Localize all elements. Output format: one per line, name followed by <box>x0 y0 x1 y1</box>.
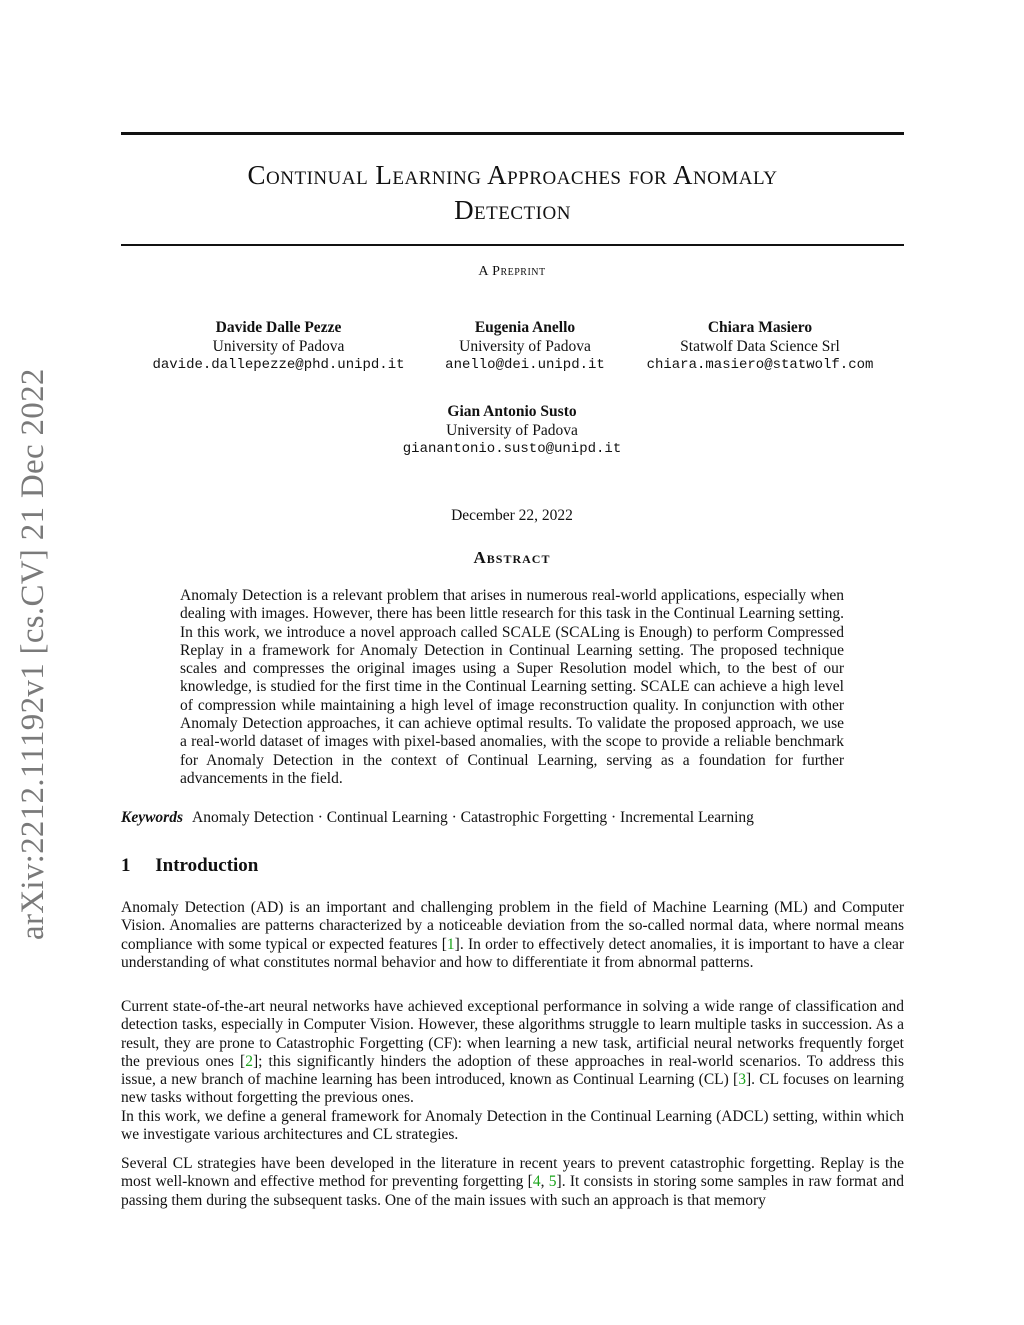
title-rule-top <box>121 132 904 135</box>
paragraph-3: In this work, we define a general framework for Anomaly Detection in the Continual Learning (ADCL) setting, within which we investigate various architectures and CL strategies. <box>121 1108 904 1144</box>
paragraph-text: Anomaly Detection (AD) is an important and challenging problem in the field of Machine Learning (ML) and Computer Vision. Anomalies are patterns characterized by a noticeable deviation from the so-called normal data, where normal means compliance with some typical or expected features [ <box>121 899 904 953</box>
paragraph-2 <box>121 998 904 1108</box>
author-name: Davide Dalle Pezze <box>215 319 342 336</box>
citation-link[interactable]: 1 <box>446 935 455 953</box>
keywords-label: Keywords <box>121 809 183 826</box>
author-3 <box>630 319 890 375</box>
paragraph-1 <box>121 899 904 972</box>
title-rule-bottom <box>121 244 904 246</box>
author-affiliation: Statwolf Data Science Srl <box>680 337 840 355</box>
paragraph-text: ]. It consists in storing some samples in raw format and passing them during the subsequent tasks. One of the main issues with such an approach is that memory <box>121 1173 904 1209</box>
keywords <box>121 809 904 827</box>
author-affiliation: University of Padova <box>212 337 345 355</box>
author-4 <box>362 403 662 459</box>
paragraph-text: ]. In order to effectively detect anomalies, it is important to have a clear understanding of what constitutes normal behavior and how to differentiate it from abnormal patterns. <box>121 935 904 971</box>
author-affiliation: University of Padova <box>446 421 578 439</box>
citation-link[interactable]: 5 <box>548 1173 557 1191</box>
author-name: Eugenia Anello <box>474 319 576 336</box>
abstract-heading: Abstract <box>473 548 551 567</box>
author-name: Chiara Masiero <box>707 319 813 336</box>
paragraph-4 <box>121 1155 904 1210</box>
arxiv-identifier-stamp: arXiv:2212.11192v1 [cs.CV] 21 Dec 2022 <box>15 368 51 940</box>
author-affiliation: University of Padova <box>459 337 591 355</box>
title-line-2: Detection <box>454 195 571 225</box>
section-title: Introduction <box>155 855 259 876</box>
author-email[interactable]: gianantonio.susto@unipd.it <box>402 441 622 457</box>
citation-link[interactable]: 4 <box>532 1173 541 1191</box>
paragraph-text: Current state-of-the-art neural networks have achieved exceptional performance in solving a wide range of classification and detection tasks, especially in Computer Vision. However, these algorithms struggle to learn multiple tasks in succession. As a result, they are prone to Catastrophic Forgetting (CF): when learning a new task, artificial neural networks frequently forget the previous ones [ <box>121 998 904 1070</box>
preprint-label: A Preprint <box>478 264 546 279</box>
paragraph-text: ]. CL focuses on learning new tasks without forgetting the previous ones. <box>121 1071 904 1107</box>
author-1 <box>126 319 431 375</box>
author-name: Gian Antonio Susto <box>447 403 577 420</box>
publication-date: December 22, 2022 <box>451 507 573 524</box>
citation-link[interactable]: 2 <box>245 1052 253 1070</box>
author-2 <box>420 319 630 375</box>
citation-link[interactable]: 3 <box>738 1071 746 1089</box>
citation-separator: , <box>540 1173 549 1191</box>
author-email[interactable]: chiara.masiero@statwolf.com <box>646 357 874 373</box>
abstract-text: Anomaly Detection is a relevant problem that arises in numerous real-world applications, especially when dealing with images. However, there has been little research for this task in the Continual Learning setting. In this work, we introduce a novel approach called SCALE (SCALing is Enough) to perform Compressed Replay in a framework for Anomaly Detection in Continual Learning setting. The proposed technique scales and compresses the original images using a Super Resolution model which, to the best of our knowledge, is studied for the first time in the Continual Learning setting. SCALE can achieve a high level of compression while maintaining a high level of image reconstruction quality. In conjunction with other Anomaly Detection approaches, it can achieve optimal results. To validate the proposed approach, we use a real-world dataset of images with pixel-based anomalies, with the scope to provide a reliable benchmark for Anomaly Detection in the context of Continual Learning, serving as a foundation for further advancements in the field. <box>180 587 844 787</box>
keywords-list: Anomaly Detection · Continual Learning · Catastrophic Forgetting · Incremental Learning <box>192 809 754 826</box>
paragraph-text: Several CL strategies have been developed in the literature in recent years to prevent catastrophic forgetting. Replay is the most well-known and effective method for preventing forgetting [ <box>121 1155 904 1191</box>
paragraph-text: ]; this significantly hinders the adoption of these approaches in real-world scenarios. To address this issue, a new branch of machine learning has been introduced, known as Continual Learning (CL) [ <box>121 1052 905 1089</box>
title-line-1: Continual Learning Approaches for Anomaly <box>247 160 778 190</box>
author-email[interactable]: davide.dallepezze@phd.unipd.it <box>152 357 405 373</box>
section-heading <box>121 855 258 877</box>
paper-title <box>121 158 904 228</box>
author-email[interactable]: anello@dei.unipd.it <box>445 357 605 373</box>
section-number: 1 <box>121 855 131 876</box>
